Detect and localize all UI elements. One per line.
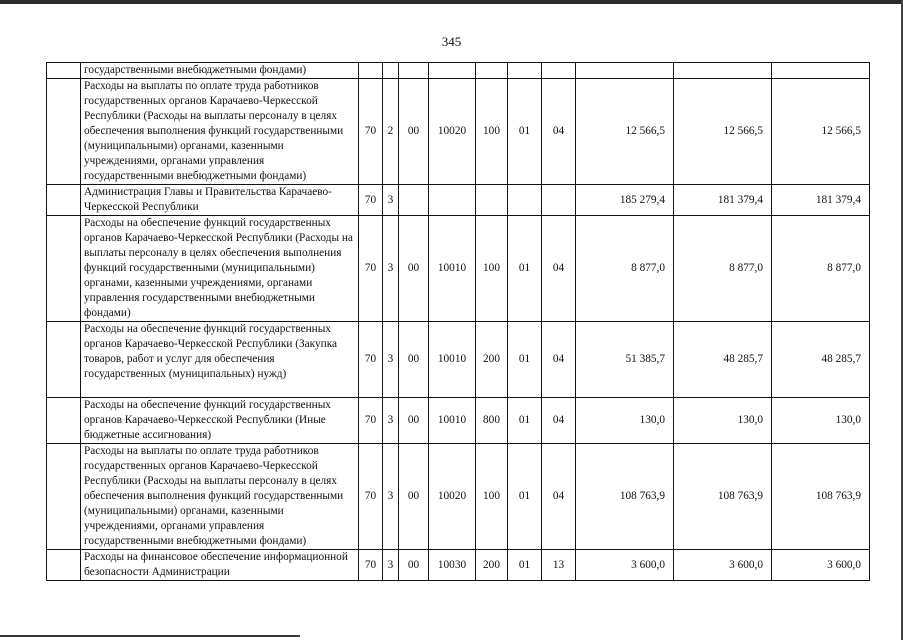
row-index-cell	[47, 63, 81, 79]
code-cell: 200	[476, 550, 508, 581]
amount-cell: 108 763,9	[674, 444, 772, 550]
code-cell: 100	[476, 444, 508, 550]
code-cell: 04	[542, 216, 576, 322]
code-cell: 01	[508, 216, 542, 322]
amount-cell: 130,0	[576, 398, 674, 444]
code-cell	[359, 63, 383, 79]
amount-cell: 181 379,4	[772, 185, 870, 216]
code-cell: 01	[508, 444, 542, 550]
amount-cell: 130,0	[772, 398, 870, 444]
amount-cell: 3 600,0	[674, 550, 772, 581]
code-cell: 3	[383, 216, 399, 322]
amount-cell: 8 877,0	[772, 216, 870, 322]
amount-cell: 51 385,7	[576, 322, 674, 398]
amount-cell: 8 877,0	[576, 216, 674, 322]
code-cell	[542, 63, 576, 79]
expense-name: Расходы на выплаты по оплате труда работников государственных органов Карачаево-Черкесской Республики (Расходы на выплаты персоналу в целях обеспечения выполнения функций государственными (муниципальными) органами, казенными учреждениями, органами управления государственными внебюджетными фондами)	[81, 444, 359, 550]
amount-cell: 130,0	[674, 398, 772, 444]
code-cell: 70	[359, 216, 383, 322]
amount-cell: 181 379,4	[674, 185, 772, 216]
row-index-cell	[47, 79, 81, 185]
code-cell: 01	[508, 398, 542, 444]
code-cell: 3	[383, 185, 399, 216]
code-cell: 100	[476, 79, 508, 185]
code-cell: 800	[476, 398, 508, 444]
code-cell: 70	[359, 322, 383, 398]
row-index-cell	[47, 322, 81, 398]
code-cell: 10010	[429, 398, 476, 444]
code-cell	[399, 185, 429, 216]
code-cell: 01	[508, 79, 542, 185]
amount-cell: 12 566,5	[772, 79, 870, 185]
scan-top-edge	[0, 0, 903, 4]
code-cell: 00	[399, 79, 429, 185]
code-cell: 04	[542, 398, 576, 444]
code-cell: 2	[383, 79, 399, 185]
code-cell: 3	[383, 398, 399, 444]
amount-cell: 12 566,5	[576, 79, 674, 185]
code-cell	[476, 63, 508, 79]
row-index-cell	[47, 398, 81, 444]
expense-name: Расходы на обеспечение функций государственных органов Карачаево-Черкесской Республики (Расходы на выплаты персоналу в целях обеспечения выполнения функций государственными (муниципальными) органами, казенными учреждениями, органами управления государственными внебюджетными фондами)	[81, 216, 359, 322]
amount-cell: 108 763,9	[576, 444, 674, 550]
code-cell: 13	[542, 550, 576, 581]
code-cell: 00	[399, 322, 429, 398]
code-cell: 04	[542, 322, 576, 398]
row-index-cell	[47, 550, 81, 581]
code-cell: 70	[359, 185, 383, 216]
amount-cell	[772, 63, 870, 79]
code-cell: 3	[383, 322, 399, 398]
code-cell: 3	[383, 550, 399, 581]
code-cell: 00	[399, 216, 429, 322]
amount-cell: 3 600,0	[576, 550, 674, 581]
table-row	[47, 322, 870, 398]
code-cell: 3	[383, 444, 399, 550]
code-cell: 04	[542, 79, 576, 185]
code-cell	[429, 63, 476, 79]
code-cell	[399, 63, 429, 79]
amount-cell	[576, 63, 674, 79]
code-cell: 10020	[429, 79, 476, 185]
expense-name: государственными внебюджетными фондами)	[81, 63, 359, 79]
code-cell: 70	[359, 444, 383, 550]
code-cell: 10010	[429, 322, 476, 398]
table-row	[47, 398, 870, 444]
expense-name: Расходы на финансовое обеспечение информационной безопасности Администрации	[81, 550, 359, 581]
amount-cell: 3 600,0	[772, 550, 870, 581]
table-row	[47, 216, 870, 322]
amount-cell: 48 285,7	[772, 322, 870, 398]
code-cell	[508, 63, 542, 79]
code-cell: 01	[508, 322, 542, 398]
amount-cell: 108 763,9	[772, 444, 870, 550]
expense-name: Расходы на обеспечение функций государственных органов Карачаево-Черкесской Республики (Иные бюджетные ассигнования)	[81, 398, 359, 444]
code-cell: 200	[476, 322, 508, 398]
table-row	[47, 550, 870, 581]
code-cell	[542, 185, 576, 216]
code-cell: 00	[399, 444, 429, 550]
code-cell	[383, 63, 399, 79]
amount-cell: 185 279,4	[576, 185, 674, 216]
expense-name: Расходы на выплаты по оплате труда работников государственных органов Карачаево-Черкесской Республики (Расходы на выплаты персоналу в целях обеспечения выполнения функций государственными (муниципальными) органами, казенными учреждениями, органами управления государственными внебюджетными фондами)	[81, 79, 359, 185]
code-cell: 70	[359, 398, 383, 444]
code-cell: 70	[359, 550, 383, 581]
row-index-cell	[47, 185, 81, 216]
table-row	[47, 444, 870, 550]
code-cell: 100	[476, 216, 508, 322]
row-index-cell	[47, 444, 81, 550]
expense-name: Расходы на обеспечение функций государственных органов Карачаево-Черкесской Республики (Закупка товаров, работ и услуг для обеспечения государственных (муниципальных) нужд)	[81, 322, 359, 398]
code-cell: 04	[542, 444, 576, 550]
code-cell: 01	[508, 550, 542, 581]
code-cell	[476, 185, 508, 216]
scan-bottom-edge	[0, 635, 300, 637]
amount-cell: 8 877,0	[674, 216, 772, 322]
code-cell: 00	[399, 398, 429, 444]
code-cell: 10030	[429, 550, 476, 581]
row-index-cell	[47, 216, 81, 322]
table-row	[47, 185, 870, 216]
amount-cell: 48 285,7	[674, 322, 772, 398]
expense-name: Администрация Главы и Правительства Карачаево-Черкесской Республики	[81, 185, 359, 216]
budget-table	[46, 62, 870, 581]
amount-cell	[674, 63, 772, 79]
code-cell: 00	[399, 550, 429, 581]
code-cell: 10010	[429, 216, 476, 322]
amount-cell: 12 566,5	[674, 79, 772, 185]
table-row	[47, 79, 870, 185]
code-cell: 70	[359, 79, 383, 185]
code-cell	[429, 185, 476, 216]
page-number: 345	[441, 34, 462, 49]
table-row	[47, 63, 870, 79]
code-cell: 10020	[429, 444, 476, 550]
code-cell	[508, 185, 542, 216]
